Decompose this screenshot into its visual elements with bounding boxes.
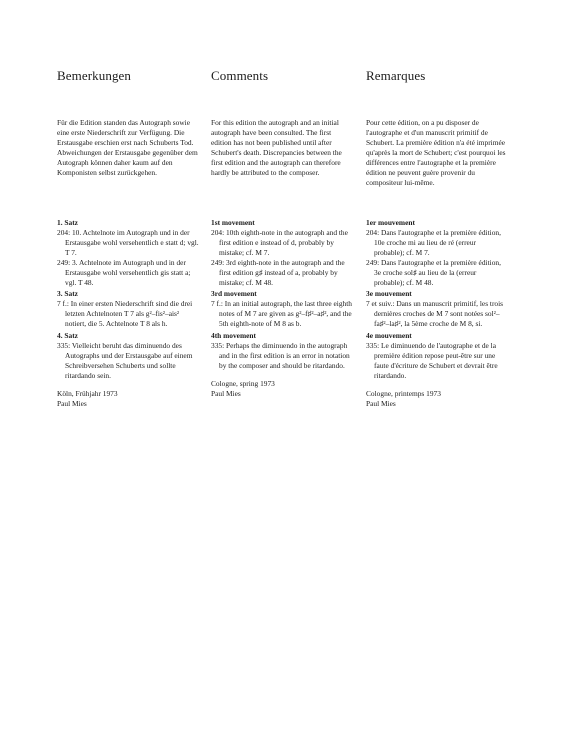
place-date: Köln, Frühjahr 1973 <box>57 388 118 398</box>
place-date: Cologne, printemps 1973 <box>366 388 441 398</box>
section-title: 4th movement <box>211 331 256 341</box>
note-item: 335: Vielleicht beruht das diminuendo des Autographs und der Erstausgabe auf einem Schreibversehen Schuberts und sollte ritardando sein. <box>57 341 193 380</box>
signoff-french <box>366 389 508 409</box>
notes-german <box>57 218 199 381</box>
section-movement-4 <box>211 331 353 371</box>
section-movement-1 <box>366 218 508 287</box>
section-movement-3 <box>211 289 353 329</box>
heading-german: Bemerkungen <box>57 68 132 83</box>
notes-french <box>366 218 508 381</box>
note-item: 204: 10th eighth-note in the autograph and the first edition e instead of d, probably by mistake; cf. M 7. <box>211 228 348 257</box>
author-name: Paul Mies <box>211 388 241 398</box>
section-title: 4e mouvement <box>366 331 412 341</box>
section-movement-3 <box>366 289 508 329</box>
heading-french: Remarques <box>366 68 426 83</box>
section-movement-1 <box>211 218 353 287</box>
place-date: Cologne, spring 1973 <box>211 378 275 388</box>
note-item: 249: 3. Achtelnote im Autograph und in der Erstausgabe wohl versehentlich gis statt a; vgl. T 48. <box>57 257 191 287</box>
note-item: 335: Le diminuendo de l'autographe et de la première édition repose peut-être sur une faute d'écriture de Schubert et devrait être ritardando. <box>366 341 498 380</box>
heading-english: Comments <box>211 68 269 83</box>
note-item: 7 f.: In an initial autograph, the last three eighth notes of M 7 are given as g²–f♯²–a♯², and the 5th eighth-note of M 8 as b. <box>211 299 352 329</box>
section-title: 1er mouvement <box>366 218 415 227</box>
intro-german: Für die Edition standen das Autograph sowie eine erste Niederschrift zur Verfügung. Die Erstausgabe erschien erst nach Schuberts Tod. Abweichungen der Erstausgabe gegenüber dem Autograph können daher kaum auf den Komponisten selbst zurückgehen. <box>57 118 198 177</box>
signoff-english <box>211 379 353 399</box>
note-item: 7 f.: In einer ersten Niederschrift sind die drei letzten Achtelnoten T 7 als g²–fis²–ais² notiert, die 5. Achtelnote T 8 als h. <box>57 299 193 329</box>
note-item: 204: Dans l'autographe et la première édition, 10e croche mi au lieu de ré (erreur probable); cf. M 7. <box>366 228 501 257</box>
note-item: 204: 10. Achtelnote im Autograph und in der Erstausgabe wohl versehentlich e statt d; vgl. T 7. <box>57 228 199 257</box>
section-title: 4. Satz <box>57 331 78 341</box>
section-movement-4 <box>57 331 199 381</box>
author-name: Paul Mies <box>57 398 87 408</box>
section-title: 3e mouvement <box>366 289 412 299</box>
note-item: 249: Dans l'autographe et la première édition, 3e croche sol♯ au lieu de la (erreur probable); cf. M 48. <box>366 257 501 287</box>
section-movement-1 <box>57 218 199 287</box>
signoff-german <box>57 389 199 409</box>
intro-french: Pour cette édition, on a pu disposer de l'autographe et d'un manuscrit primitif de Schubert. La première édition n'a été imprimée qu'après la mort de Schubert; c'est pourquoi les différences entre l'autographe et la première édition ne peuvent guère provenir du compositeur lui-même. <box>366 118 506 187</box>
section-title: 3rd movement <box>211 289 257 299</box>
column-german <box>57 68 199 409</box>
section-movement-4 <box>366 331 508 381</box>
author-name: Paul Mies <box>366 398 396 408</box>
section-title: 1. Satz <box>57 218 78 227</box>
note-item: 335: Perhaps the diminuendo in the autograph and in the first edition is an error in notation by the composer and should be ritardando. <box>211 341 350 370</box>
column-french <box>366 68 508 409</box>
note-item: 249: 3rd eighth-note in the autograph and the first edition g♯ instead of a, probably by mistake; cf. M 48. <box>211 257 345 287</box>
section-title: 3. Satz <box>57 289 78 299</box>
notes-english <box>211 218 353 371</box>
intro-english: For this edition the autograph and an initial autograph have been consulted. The first edition has not been published until after Schubert's death. Discrepancies between the first edition and the autograph can therefore hardly be attributed to the composer. <box>211 118 342 177</box>
section-movement-3 <box>57 289 199 329</box>
section-title: 1st movement <box>211 218 255 227</box>
column-english <box>211 68 353 399</box>
note-item: 7 et suiv.: Dans un manuscrit primitif, les trois dernières croches de M 7 sont notées sol²–fa♯²–la♯², la 5ème croche de M 8, si. <box>366 299 504 329</box>
